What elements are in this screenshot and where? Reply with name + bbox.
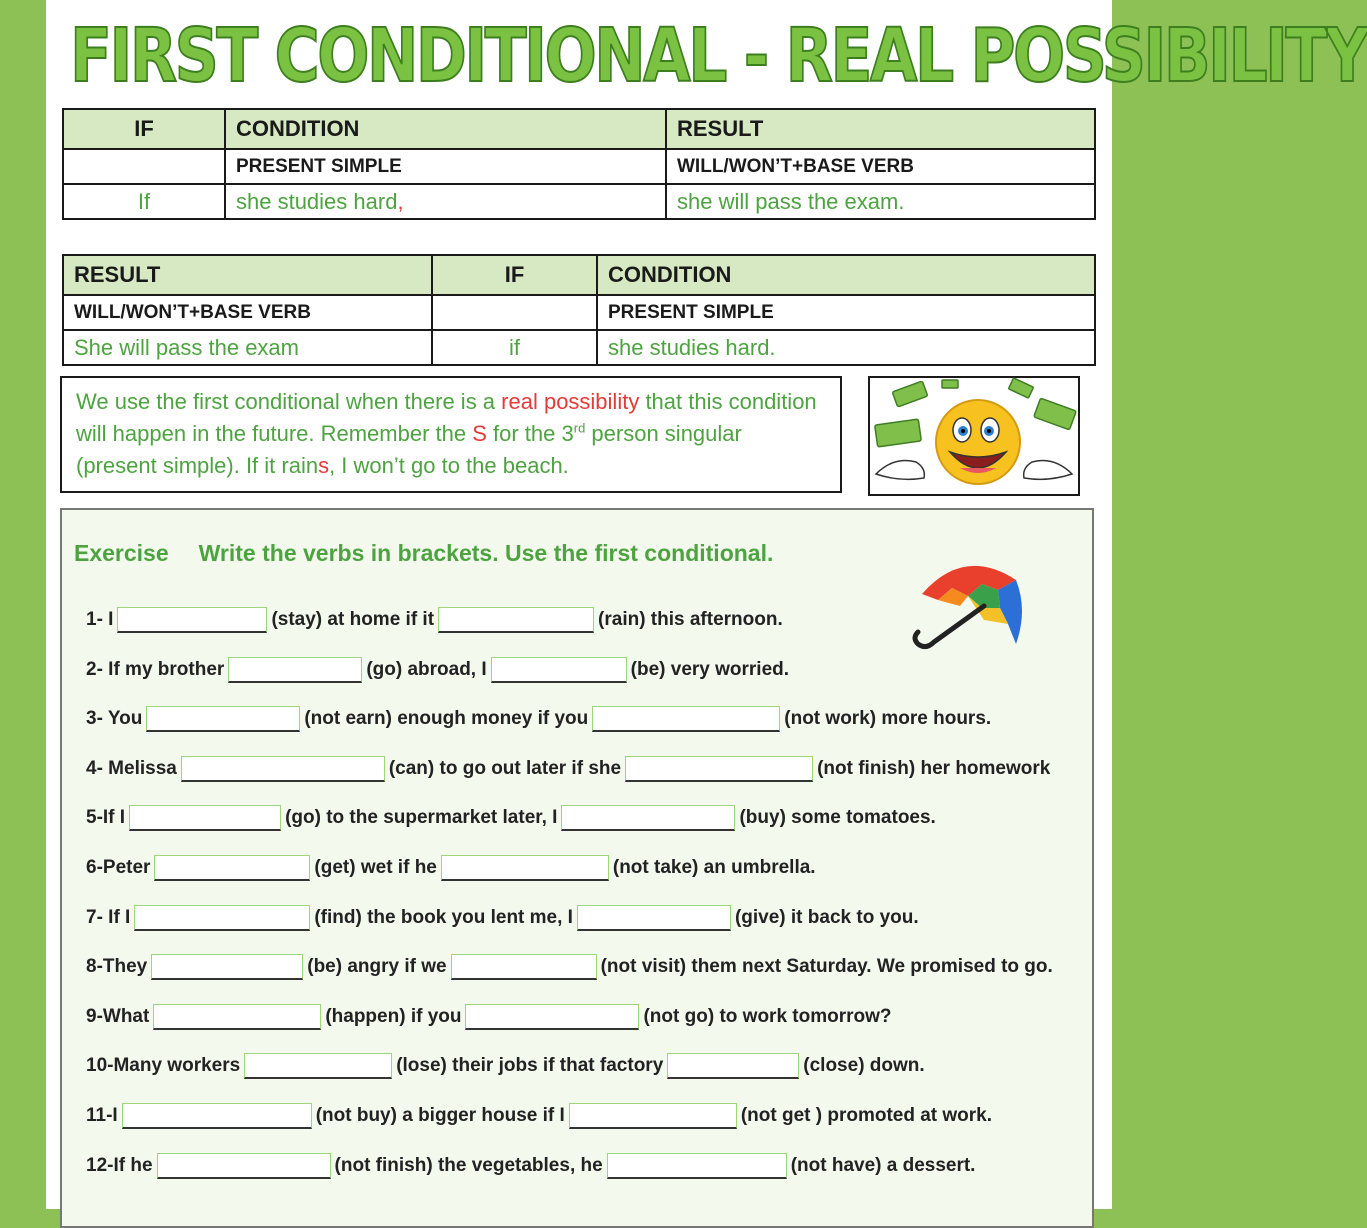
exercise-item-text: 8-They (86, 956, 148, 978)
answer-blank-field[interactable] (577, 905, 731, 931)
exercise-item-text: (go) abroad, I (366, 658, 487, 680)
exercise-item-text: 12-If he (86, 1154, 153, 1176)
table-row (63, 330, 1095, 365)
table-row (63, 149, 1095, 184)
exercise-section (60, 508, 1094, 1228)
header-if: IF (432, 255, 597, 295)
example-if: if (432, 330, 597, 365)
sub-present-simple: PRESENT SIMPLE (225, 149, 666, 184)
exercise-item-text: (not visit) them next Saturday. We promised to go. (600, 956, 1053, 978)
answer-blank-field[interactable] (154, 855, 310, 881)
exercise-item-text: 10-Many workers (86, 1055, 241, 1077)
example-condition: she studies hard. (597, 330, 1095, 365)
umbrella-icon (904, 550, 1034, 660)
rule-text: We use the first conditional when there is a (76, 389, 502, 414)
smiley-picture-frame (868, 376, 1080, 496)
exercise-item-text: (close) down. (803, 1055, 925, 1077)
answer-blank-field[interactable] (117, 607, 267, 633)
exercise-item-12 (86, 1151, 975, 1181)
structure-table-result-first (62, 254, 1096, 366)
answer-blank-field[interactable] (441, 855, 609, 881)
exercise-item-text: (find) the book you lent me, I (314, 906, 573, 928)
exercise-item-text: 9-What (86, 1005, 150, 1027)
exercise-item-11 (86, 1101, 992, 1131)
exercise-item-text: (stay) at home if it (271, 609, 435, 630)
worksheet-page (46, 0, 1367, 1209)
exercise-item-text: 2- If my brother (86, 658, 225, 680)
table-row (63, 109, 1095, 149)
example-condition-text: she studies hard (236, 188, 398, 214)
rule-s-letter: s (318, 453, 330, 478)
rule-highlight: real possibility (501, 389, 640, 414)
exercise-item-text: (happen) if you (325, 1005, 462, 1027)
answer-blank-field[interactable] (667, 1053, 799, 1079)
exercise-item-9 (86, 1002, 892, 1032)
exercise-item-2 (86, 655, 789, 685)
example-if: If (63, 184, 225, 219)
sub-will-base-verb: WILL/WON’T+BASE VERB (666, 149, 1095, 184)
header-condition: CONDITION (597, 255, 1095, 295)
header-condition: CONDITION (225, 109, 666, 149)
header-result: RESULT (63, 255, 432, 295)
exercise-item-text: (give) it back to you. (734, 906, 919, 928)
table-row (63, 255, 1095, 295)
smiley-money-icon (870, 378, 1078, 494)
exercise-item-text: 1- I (86, 609, 114, 630)
exercise-item-text: (not go) to work tomorrow? (643, 1005, 892, 1027)
answer-blank-field[interactable] (465, 1004, 639, 1030)
answer-blank-field[interactable] (451, 954, 597, 980)
exercise-item-3 (86, 704, 991, 734)
rule-text: that this condition will happen in the future. Remember the (76, 389, 817, 446)
answer-blank-field[interactable] (134, 905, 310, 931)
exercise-instruction: Write the verbs in brackets. Use the first conditional. (198, 540, 774, 566)
example-condition (225, 184, 666, 219)
table-row (63, 295, 1095, 330)
answer-blank-field[interactable] (569, 1103, 737, 1129)
answer-blank-field[interactable] (491, 657, 627, 683)
exercise-item-text: (go) to the supermarket later, I (285, 807, 558, 829)
exercise-item-text: 5-If I (86, 807, 126, 829)
exercise-item-text: (not buy) a bigger house if I (315, 1105, 565, 1126)
exercise-item-1 (86, 605, 783, 635)
exercise-item-4 (86, 754, 1050, 784)
answer-blank-field[interactable] (607, 1153, 787, 1179)
sub-will-base-verb: WILL/WON’T+BASE VERB (63, 295, 432, 330)
rule-text: person singular (present simple). If it rain (76, 421, 742, 478)
rule-text: , I won’t go to the beach. (329, 453, 569, 478)
exercise-item-text: 11-I (86, 1105, 118, 1126)
answer-blank-field[interactable] (129, 805, 281, 831)
answer-blank-field[interactable] (561, 805, 735, 831)
exercise-item-text: (not earn) enough money if you (304, 708, 589, 730)
answer-blank-field[interactable] (157, 1153, 331, 1179)
exercise-item-text: (not finish) her homework (817, 757, 1051, 779)
rule-explanation (60, 376, 842, 493)
exercise-item-text: (not finish) the vegetables, he (334, 1154, 603, 1176)
answer-blank-field[interactable] (151, 954, 303, 980)
answer-blank-field[interactable] (592, 706, 780, 732)
header-if: IF (63, 109, 225, 149)
exercise-item-text: 6-Peter (86, 857, 151, 878)
exercise-item-text: (can) to go out later if she (388, 757, 622, 779)
exercise-item-text: (rain) this afternoon. (598, 609, 783, 630)
sub-empty (63, 149, 225, 184)
rule-superscript: rd (573, 420, 586, 436)
answer-blank-field[interactable] (181, 756, 385, 782)
exercise-item-text: (not take) an umbrella. (612, 857, 816, 878)
sub-empty (432, 295, 597, 330)
exercise-heading (74, 540, 773, 567)
rule-s-letter: S (472, 421, 487, 446)
exercise-item-text: (not work) more hours. (784, 708, 992, 730)
exercise-item-text: (be) angry if we (307, 956, 447, 978)
answer-blank-field[interactable] (438, 607, 594, 633)
rule-text: for the 3 (486, 421, 574, 446)
answer-blank-field[interactable] (228, 657, 362, 683)
exercise-item-text: (lose) their jobs if that factory (396, 1055, 664, 1077)
exercise-item-6 (86, 853, 816, 883)
structure-table-if-first (62, 108, 1096, 220)
answer-blank-field[interactable] (122, 1103, 312, 1129)
exercise-item-text: 4- Melissa (86, 757, 177, 779)
worksheet-title: FIRST CONDITIONAL - REAL POSSIBILITY (70, 13, 1367, 99)
answer-blank-field[interactable] (625, 756, 813, 782)
answer-blank-field[interactable] (244, 1053, 392, 1079)
answer-blank-field[interactable] (153, 1004, 321, 1030)
exercise-item-text: (not get ) promoted at work. (740, 1105, 993, 1126)
exercise-item-text: 7- If I (86, 906, 131, 928)
exercise-item-5 (86, 803, 936, 833)
table-row (63, 184, 1095, 219)
exercise-item-text: (buy) some tomatoes. (739, 807, 936, 829)
exercise-item-7 (86, 903, 919, 933)
answer-blank-field[interactable] (146, 706, 300, 732)
example-result: she will pass the exam. (666, 184, 1095, 219)
exercise-item-text: (not have) a dessert. (790, 1154, 976, 1176)
example-comma: , (397, 188, 404, 214)
exercise-item-text: (get) wet if he (314, 857, 437, 878)
exercise-item-text: (be) very worried. (630, 658, 790, 680)
exercise-label: Exercise (74, 540, 169, 566)
exercise-item-text: 3- You (86, 708, 143, 730)
header-result: RESULT (666, 109, 1095, 149)
example-result: She will pass the exam (63, 330, 432, 365)
exercise-item-10 (86, 1051, 925, 1081)
sub-present-simple: PRESENT SIMPLE (597, 295, 1095, 330)
exercise-item-8 (86, 952, 1053, 982)
